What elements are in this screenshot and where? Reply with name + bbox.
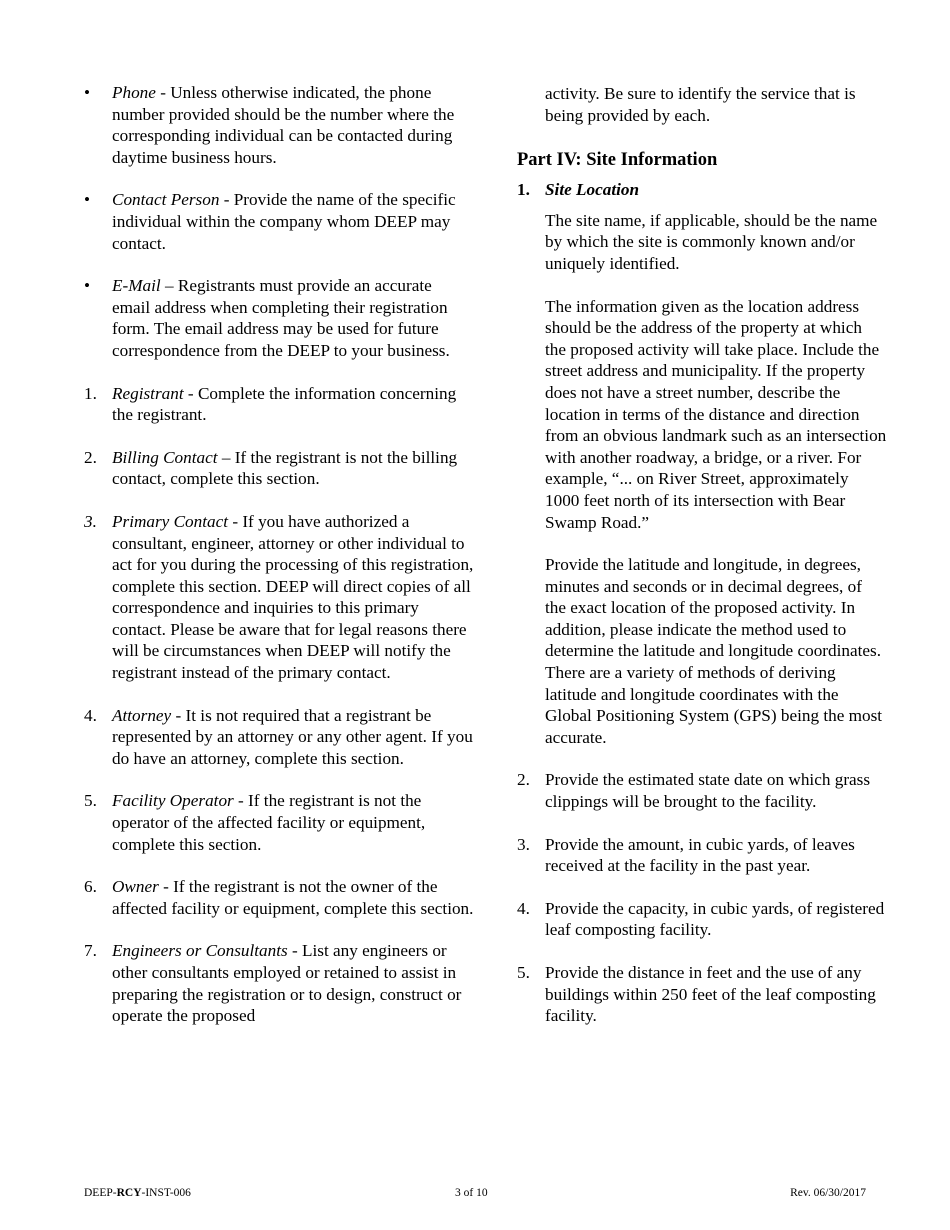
subsection-heading — [517, 179, 887, 201]
right-column — [517, 83, 887, 1027]
bullet-text: – Registrants must provide an accurate email address when completing their registration form. The email address may be used for future correspondence from the DEEP to your business. — [112, 276, 450, 360]
bullet-term: Contact Person — [112, 190, 220, 210]
doc-id-prefix: DEEP- — [84, 1187, 117, 1199]
item-number: 3. — [517, 834, 530, 854]
item-number: 2. — [517, 770, 530, 790]
item-number: 5. — [84, 791, 97, 811]
continuation-text: activity. Be sure to identify the service that is being provided by each. — [545, 84, 856, 125]
item-number: 2. — [84, 447, 97, 467]
bullet-marker: • — [84, 83, 91, 102]
item-attorney — [84, 705, 474, 770]
item-number: 3. — [84, 511, 97, 531]
left-column — [84, 82, 474, 1027]
item-term: Attorney — [112, 705, 172, 725]
item-number: 4. — [84, 705, 97, 725]
item-primary-contact — [84, 511, 474, 684]
lat-long-paragraph: Provide the latitude and longitude, in degrees, minutes and seconds or in decimal degrees, of the exact location of the proposed activity. In addition, please indicate the method used to determine the latitude and longitude coordinates. There are a variety of methods of deriving latitude and longitude coordinates with the Global Positioning System (GPS) being the most accurate. — [545, 555, 883, 747]
item-text: Provide the distance in feet and the use of any buildings within 250 feet of the leaf composting facility. — [545, 963, 876, 1026]
bullet-text: - Provide the name of the specific individual within the company whom DEEP may contact. — [112, 190, 456, 253]
list-item — [517, 962, 887, 1027]
bullet-term: Phone — [112, 83, 156, 102]
subsection-title: Site Location — [545, 180, 640, 200]
item-number: 5. — [517, 963, 530, 982]
page-number: 3 of 10 — [455, 1187, 488, 1199]
item-text: - If the registrant is not the operator of the affected facility or equipment, complete this section. — [112, 791, 426, 854]
section-heading: Part IV: Site Information — [517, 150, 718, 171]
bullet-term: E-Mail — [112, 276, 161, 296]
item-text: Provide the capacity, in cubic yards, of registered leaf composting facility. — [545, 898, 885, 940]
doc-id-suffix: -INST-006 — [141, 1187, 191, 1199]
bullet-text: - Unless otherwise indicated, the phone number provided should be the number where the corresponding individual can be contacted during daytime business hours. — [112, 83, 455, 167]
item-term: Registrant — [112, 383, 184, 403]
list-item — [517, 834, 887, 877]
site-name-paragraph: The site name, if applicable, should be the name by which the site is commonly known and/or uniquely identified. — [545, 210, 878, 273]
bullet-marker: • — [84, 276, 91, 296]
item-text: Provide the amount, in cubic yards, of leaves received at the facility in the past year. — [545, 834, 855, 876]
item-number: 6. — [84, 877, 97, 897]
item-text: - It is not required that a registrant be represented by an attorney or any other agent. If you do have an attorney, complete this section. — [112, 705, 473, 768]
list-item — [517, 769, 887, 812]
item-text: - If you have authorized a consultant, engineer, attorney or other individual to act for you during the processing of this registration, complete this section. DEEP will direct copies of all correspondence and inquiries to this primary contact. Please be aware that for legal reasons there will be circumstances when DEEP will notify the registrant instead of the primary contact. — [112, 511, 474, 683]
item-text: Provide the estimated state date on which grass clippings will be brought to the facility. — [545, 770, 871, 812]
bullet-marker: • — [84, 190, 91, 210]
doc-id-code: RCY — [116, 1187, 142, 1199]
location-address-paragraph: The information given as the location address should be the address of the property at which the proposed activity will take place. Include the street address and municipality. If the property does not have a street number, describe the location in terms of the distance and direction from an obvious landmark such as an intersection with another roadway, a bridge, or a river. For example, “... on River Street, approximately 1000 feet north of its intersection with Bear Swamp Road.” — [545, 296, 887, 532]
item-text: - List any engineers or other consultants employed or retained to assist in preparing the registration or to design, construct or operate the proposed — [112, 941, 462, 1026]
item-text: – If the registrant is not the billing contact, complete this section. — [112, 447, 458, 489]
item-number: 7. — [84, 941, 97, 961]
item-term: Primary Contact — [112, 511, 229, 531]
item-number: 1. — [84, 383, 97, 403]
item-registrant — [84, 383, 474, 426]
footer-doc-id — [84, 1187, 191, 1199]
bullet-contact-person — [84, 189, 474, 254]
item-text: - If the registrant is not the owner of the affected facility or equipment, complete this section. — [112, 877, 474, 918]
bullet-phone — [84, 82, 474, 168]
item-term: Billing Contact — [112, 447, 218, 467]
item-facility-operator — [84, 790, 474, 855]
item-owner — [84, 876, 474, 919]
subsection-number: 1. — [517, 180, 530, 200]
bullet-email — [84, 275, 474, 361]
item-number: 4. — [517, 898, 530, 918]
item-billing-contact — [84, 447, 474, 490]
item-engineers-consultants — [84, 940, 474, 1026]
item-term: Owner — [112, 877, 159, 897]
revision-date: Rev. 06/30/2017 — [790, 1187, 866, 1199]
list-item — [517, 898, 887, 941]
item-term: Facility Operator — [112, 791, 234, 811]
item-text: - Complete the information concerning the registrant. — [112, 383, 457, 425]
item-term: Engineers or Consultants — [112, 941, 288, 961]
